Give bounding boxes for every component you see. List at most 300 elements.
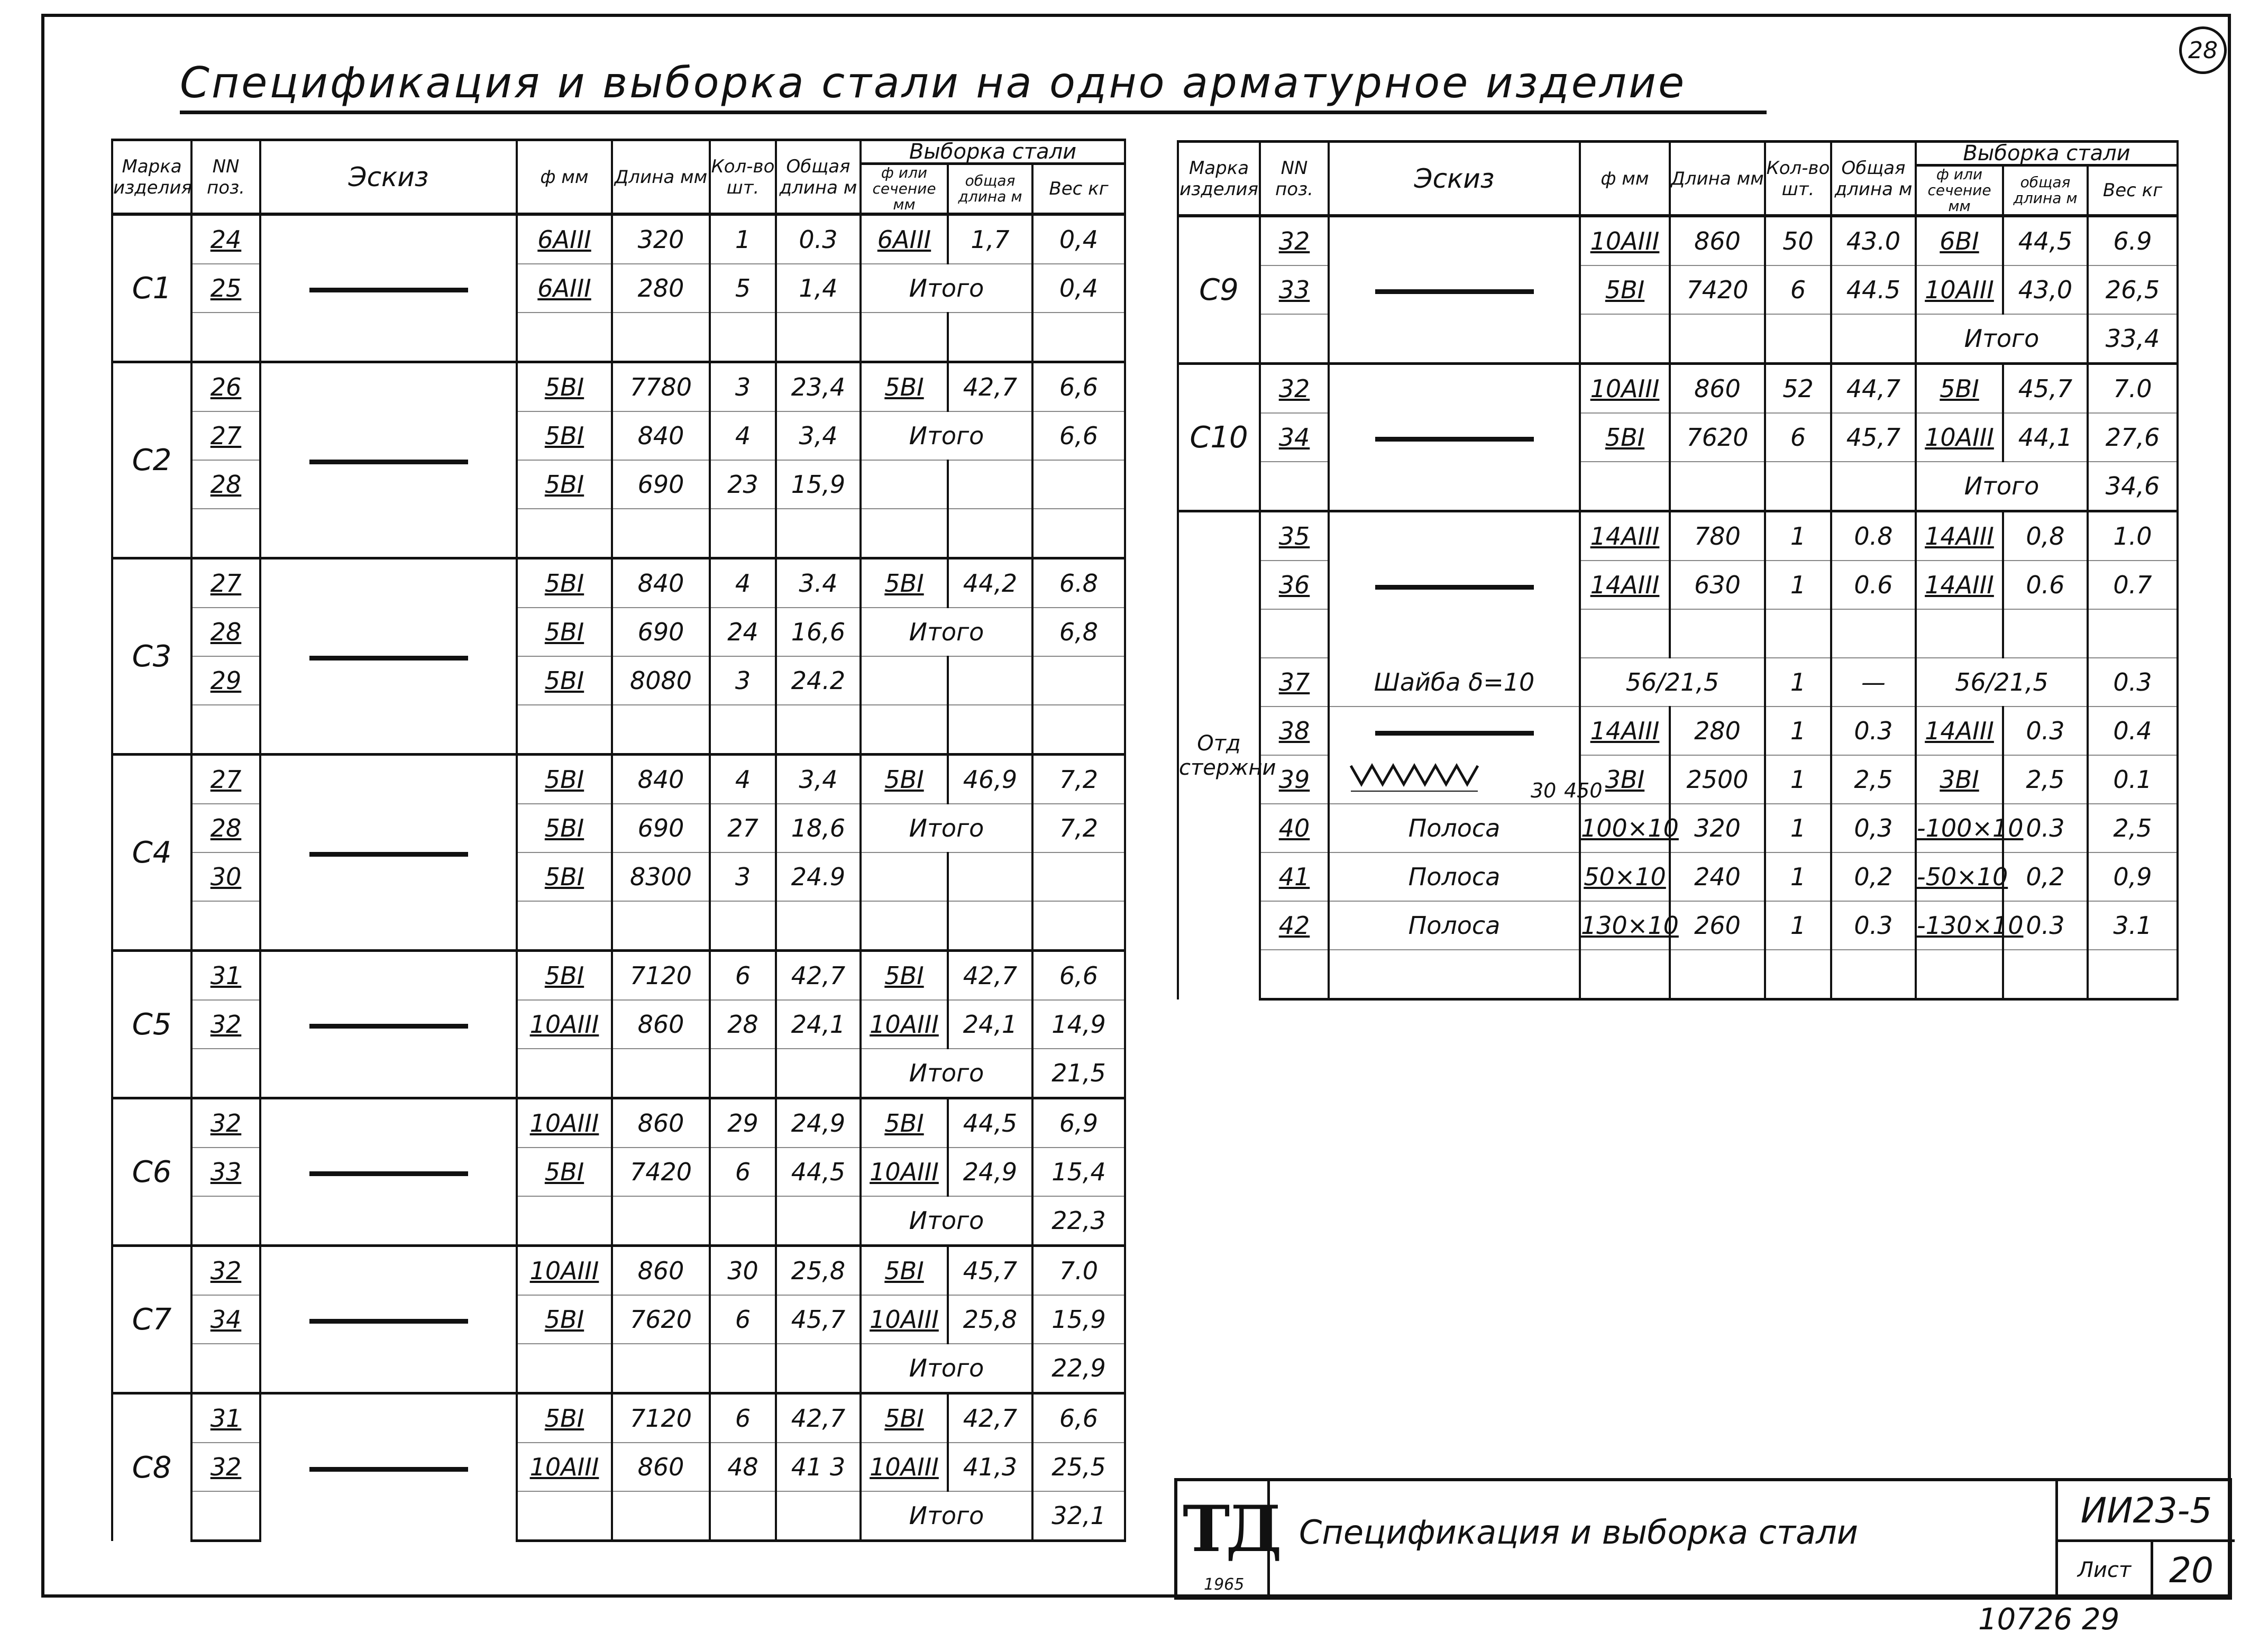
bar-diameter — [517, 901, 612, 951]
spring-length-label: 450 — [1563, 779, 1603, 802]
header-length: Длина мм — [612, 140, 710, 215]
table-row — [1178, 265, 2178, 314]
total-length: 0.8 — [1831, 511, 1916, 561]
selection-weight: 7,2 — [1032, 804, 1125, 852]
bar-quantity: 1 — [1765, 852, 1831, 901]
table-row — [112, 214, 1125, 264]
stamp-drawing-code: ИИ23-5 — [2055, 1481, 2235, 1542]
selection-weight — [1032, 656, 1125, 705]
selection-length: 24,9 — [948, 1148, 1032, 1196]
table-row — [112, 558, 1125, 608]
position-number — [1260, 609, 1329, 658]
total-length: 42,7 — [776, 1393, 861, 1443]
bar-length: 630 — [1670, 561, 1765, 609]
itogo-label: Итого — [861, 1491, 1032, 1541]
total-length — [1831, 314, 1916, 364]
bar-diameter: 10АIII — [517, 1246, 612, 1296]
header-mark: Марка изделия — [1178, 142, 1260, 216]
table-row — [1178, 707, 2178, 755]
total-length — [1831, 609, 1916, 658]
bar-diameter: 10АIII — [1580, 364, 1670, 414]
bar-diameter: 5ВI — [517, 1148, 612, 1196]
position-number: 39 — [1260, 755, 1329, 804]
table-row — [112, 362, 1125, 412]
itogo-label: Итого — [861, 804, 1032, 852]
selection-weight: 6.9 — [2088, 216, 2178, 265]
selection-weight — [2088, 609, 2178, 658]
selection-weight: 0,4 — [1032, 264, 1125, 313]
position-number: 32 — [191, 1246, 260, 1296]
rebar-sketch-cell — [260, 951, 517, 1098]
rebar-sketch-line — [1375, 731, 1534, 736]
total-length: 3.4 — [776, 558, 861, 608]
total-length: 16,6 — [776, 608, 861, 656]
selection-length: 25,8 — [948, 1295, 1032, 1344]
selection-diameter — [861, 460, 948, 509]
bar-length: 320 — [612, 214, 710, 264]
selection-diameter: 5ВI — [861, 755, 948, 804]
bar-length: 7120 — [612, 951, 710, 1001]
washer-dimensions: 56/21,5 — [1580, 658, 1765, 707]
spring-sketch-cell — [1329, 755, 1603, 804]
bar-quantity: 1 — [1765, 707, 1831, 755]
position-number: 35 — [1260, 511, 1329, 561]
selection-diameter: 5ВI — [861, 951, 948, 1001]
selection-weight: 0.3 — [2088, 658, 2178, 707]
bar-diameter: 10АIII — [517, 1443, 612, 1491]
position-number — [191, 705, 260, 755]
bar-diameter: 5ВI — [517, 558, 612, 608]
bar-quantity: 1 — [710, 214, 776, 264]
position-number: 40 — [1260, 804, 1329, 852]
position-number: 29 — [191, 656, 260, 705]
rebar-sketch-line — [309, 1024, 468, 1029]
product-mark: Отд стержни — [1178, 511, 1260, 999]
total-length — [776, 901, 861, 951]
table-row — [112, 755, 1125, 804]
bar-diameter: 6АIII — [517, 214, 612, 264]
table-row — [1178, 658, 2178, 707]
product-mark: С7 — [112, 1246, 191, 1393]
product-mark: С4 — [112, 755, 191, 951]
position-number: 34 — [191, 1295, 260, 1344]
selection-weight: 26,5 — [2088, 265, 2178, 314]
total-length: 0,2 — [1831, 852, 1916, 901]
position-number — [191, 1196, 260, 1246]
bar-diameter: 130×10 — [1580, 901, 1670, 950]
table-row — [112, 1246, 1125, 1296]
position-number — [1260, 462, 1329, 511]
selection-length — [948, 460, 1032, 509]
bar-length: 260 — [1670, 901, 1765, 950]
position-number: 32 — [1260, 216, 1329, 265]
total-length: 0,3 — [1831, 804, 1916, 852]
bar-diameter — [517, 313, 612, 362]
bar-diameter — [1580, 462, 1670, 511]
bar-length: 280 — [1670, 707, 1765, 755]
header-sketch: Эскиз — [1329, 142, 1580, 216]
header-total-length: Общая длина м — [776, 140, 861, 215]
product-mark: С10 — [1178, 364, 1260, 511]
bar-diameter: 5ВI — [517, 608, 612, 656]
bar-quantity: 4 — [710, 411, 776, 460]
organization-logo — [1177, 1481, 1278, 1600]
header-pos: NN поз. — [191, 140, 260, 215]
product-mark: С5 — [112, 951, 191, 1098]
bar-length — [1670, 462, 1765, 511]
bar-diameter — [517, 1196, 612, 1246]
bar-diameter: 5ВI — [517, 411, 612, 460]
position-number: 32 — [191, 1098, 260, 1148]
bar-length: 860 — [612, 1443, 710, 1491]
position-number: 28 — [191, 804, 260, 852]
header-qty: Кол-во шт. — [1765, 142, 1831, 216]
rebar-sketch-line — [309, 656, 468, 661]
bar-diameter: 5ВI — [517, 460, 612, 509]
selection-diameter: 5ВI — [861, 1393, 948, 1443]
rebar-sketch-line — [1375, 437, 1534, 442]
bar-diameter: 3ВI — [1580, 755, 1670, 804]
title-block-stamp — [1174, 1478, 2232, 1600]
position-number: 26 — [191, 362, 260, 412]
bar-quantity: 48 — [710, 1443, 776, 1491]
selection-diameter: 5ВI — [1916, 364, 2003, 414]
position-number — [191, 509, 260, 558]
bar-length: 8300 — [612, 852, 710, 901]
bar-diameter: 14АIII — [1580, 707, 1670, 755]
selection-weight: 25,5 — [1032, 1443, 1125, 1491]
total-length: 25,8 — [776, 1246, 861, 1296]
selection-weight: 6,8 — [1032, 608, 1125, 656]
header-mark: Марка изделия — [112, 140, 191, 215]
bar-length — [612, 1344, 710, 1393]
position-number: 30 — [191, 852, 260, 901]
rebar-sketch-cell — [260, 755, 517, 951]
position-number: 31 — [191, 951, 260, 1001]
bar-length: 780 — [1670, 511, 1765, 561]
table-row — [112, 951, 1125, 1001]
bar-length: 860 — [1670, 364, 1765, 414]
bar-quantity: 4 — [710, 558, 776, 608]
total-length: 0.3 — [776, 214, 861, 264]
position-number — [1260, 950, 1329, 999]
header-qty: Кол-во шт. — [710, 140, 776, 215]
selection-diameter: -100×10 — [1916, 804, 2003, 852]
selection-weight: 22,9 — [1032, 1344, 1125, 1393]
selection-weight: 27,6 — [2088, 413, 2178, 462]
bar-length: 2500 — [1670, 755, 1765, 804]
table-row — [1178, 511, 2178, 561]
bar-diameter — [517, 1344, 612, 1393]
selection-weight — [2088, 950, 2178, 999]
table-row — [1178, 216, 2178, 265]
selection-weight — [1032, 460, 1125, 509]
sketch-empty — [1329, 950, 1580, 999]
selection-length — [948, 509, 1032, 558]
bar-diameter: 5ВI — [1580, 265, 1670, 314]
total-length: 1,4 — [776, 264, 861, 313]
table-row — [1178, 755, 2178, 804]
selection-length: 24,1 — [948, 1000, 1032, 1049]
selection-length — [2003, 950, 2088, 999]
selection-length — [948, 656, 1032, 705]
total-length — [1831, 462, 1916, 511]
selection-weight: 7,2 — [1032, 755, 1125, 804]
bar-length: 240 — [1670, 852, 1765, 901]
rebar-sketch-line — [309, 852, 468, 857]
total-length: 44.5 — [1831, 265, 1916, 314]
bar-diameter: 50×10 — [1580, 852, 1670, 901]
bar-length — [1670, 314, 1765, 364]
selection-diameter: 5ВI — [861, 558, 948, 608]
selection-length: 0.3 — [2003, 707, 2088, 755]
itogo-label: Итого — [861, 411, 1032, 460]
selection-length: 1,7 — [948, 214, 1032, 264]
bar-quantity: 4 — [710, 755, 776, 804]
bar-quantity: 1 — [1765, 804, 1831, 852]
bar-diameter: 5ВI — [517, 951, 612, 1001]
total-length: 24.2 — [776, 656, 861, 705]
selection-weight: 0,4 — [1032, 214, 1125, 264]
bar-length: 840 — [612, 558, 710, 608]
selection-length: 46,9 — [948, 755, 1032, 804]
selection-weight — [1032, 313, 1125, 362]
selection-section: 56/21,5 — [1916, 658, 2088, 707]
table-row — [1178, 804, 2178, 852]
rebar-sketch-cell — [260, 558, 517, 755]
spring-height-label: 30 — [1531, 779, 1557, 802]
sketch-label: Полоса — [1329, 901, 1580, 950]
selection-length: 41,3 — [948, 1443, 1032, 1491]
bar-quantity — [1765, 462, 1831, 511]
total-length — [776, 1196, 861, 1246]
selection-weight: 2,5 — [2088, 804, 2178, 852]
bar-length: 840 — [612, 755, 710, 804]
header-pos: NN поз. — [1260, 142, 1329, 216]
position-number: 28 — [191, 608, 260, 656]
header-sel-length: общая длина м — [2003, 166, 2088, 216]
bar-length: 860 — [612, 1098, 710, 1148]
bar-quantity — [1765, 314, 1831, 364]
rebar-sketch-cell — [260, 362, 517, 558]
bar-quantity: 52 — [1765, 364, 1831, 414]
position-number: 32 — [191, 1443, 260, 1491]
bar-diameter: 10АIII — [1580, 216, 1670, 265]
bar-diameter: 5ВI — [517, 852, 612, 901]
position-number: 24 — [191, 214, 260, 264]
table-row — [1178, 413, 2178, 462]
position-number — [191, 1491, 260, 1541]
bar-quantity — [710, 1491, 776, 1541]
total-length — [776, 1491, 861, 1541]
selection-weight — [1032, 852, 1125, 901]
bar-quantity: 6 — [1765, 265, 1831, 314]
selection-weight: 32,1 — [1032, 1491, 1125, 1541]
selection-length: 42,7 — [948, 1393, 1032, 1443]
selection-weight: 6,9 — [1032, 1098, 1125, 1148]
rebar-sketch-line — [309, 288, 468, 292]
selection-weight: 15,9 — [1032, 1295, 1125, 1344]
archive-number: 10726 29 — [1978, 1602, 2120, 1637]
bar-diameter — [517, 1491, 612, 1541]
bar-quantity — [710, 1049, 776, 1098]
position-number: 27 — [191, 558, 260, 608]
table-row — [1178, 364, 2178, 414]
selection-weight: 7.0 — [2088, 364, 2178, 414]
bar-quantity: 5 — [710, 264, 776, 313]
bar-length: 860 — [612, 1246, 710, 1296]
position-number: 28 — [191, 460, 260, 509]
bar-quantity — [710, 313, 776, 362]
position-number — [191, 313, 260, 362]
product-mark: С6 — [112, 1098, 191, 1246]
position-number: 31 — [191, 1393, 260, 1443]
bar-quantity — [710, 1196, 776, 1246]
selection-length: 0,8 — [2003, 511, 2088, 561]
bar-quantity — [1765, 609, 1831, 658]
selection-diameter: -50×10 — [1916, 852, 2003, 901]
stamp-drawing-name: Спецификация и выборка стали — [1299, 1513, 1858, 1552]
rebar-sketch-line — [1375, 289, 1534, 294]
sketch-label: Шайба δ=10 — [1329, 658, 1580, 707]
selection-weight: 0.4 — [2088, 707, 2178, 755]
selection-length: 44,1 — [2003, 413, 2088, 462]
position-number: 42 — [1260, 901, 1329, 950]
total-length: 0.3 — [1831, 707, 1916, 755]
selection-weight: 34,6 — [2088, 462, 2178, 511]
position-number: 34 — [1260, 413, 1329, 462]
total-length: 3,4 — [776, 755, 861, 804]
bar-length — [1670, 609, 1765, 658]
selection-length — [948, 313, 1032, 362]
bar-diameter: 100×10 — [1580, 804, 1670, 852]
total-length: 43.0 — [1831, 216, 1916, 265]
page-title: Спецификация и выборка стали на одно арматурное изделие — [180, 58, 1767, 114]
total-length: 41 3 — [776, 1443, 861, 1491]
selection-diameter — [861, 656, 948, 705]
selection-diameter: 10АIII — [861, 1295, 948, 1344]
selection-diameter: 10АIII — [861, 1000, 948, 1049]
stamp-sheet-label: Лист — [2055, 1540, 2153, 1600]
bar-length — [612, 313, 710, 362]
bar-quantity: 29 — [710, 1098, 776, 1148]
position-number: 27 — [191, 411, 260, 460]
selection-diameter: 14АIII — [1916, 561, 2003, 609]
total-length: 24.9 — [776, 852, 861, 901]
selection-length: 0.6 — [2003, 561, 2088, 609]
bar-quantity: 1 — [1765, 755, 1831, 804]
bar-length — [1670, 950, 1765, 999]
rebar-sketch-line — [309, 1171, 468, 1176]
header-sel-phi: ф или сечение мм — [861, 164, 948, 215]
selection-length: 44,2 — [948, 558, 1032, 608]
selection-length — [948, 705, 1032, 755]
rebar-sketch-cell — [1329, 511, 1580, 658]
header-sel-phi: ф или сечение мм — [1916, 166, 2003, 216]
selection-diameter — [1916, 950, 2003, 999]
bar-quantity: 6 — [710, 951, 776, 1001]
bar-diameter: 6АIII — [517, 264, 612, 313]
position-number: 32 — [1260, 364, 1329, 414]
position-number — [191, 901, 260, 951]
header-phi: ф мм — [517, 140, 612, 215]
spring-sketch — [1330, 755, 1603, 803]
selection-diameter — [1916, 609, 2003, 658]
total-length — [776, 1049, 861, 1098]
total-length: 15,9 — [776, 460, 861, 509]
selection-diameter: 14АIII — [1916, 511, 2003, 561]
product-mark: С8 — [112, 1393, 191, 1541]
total-length: — — [1831, 658, 1916, 707]
total-length: 24,1 — [776, 1000, 861, 1049]
selection-diameter: 6АIII — [861, 214, 948, 264]
product-mark: С9 — [1178, 216, 1260, 364]
selection-length: 0,2 — [2003, 852, 2088, 901]
total-length — [776, 509, 861, 558]
position-number — [191, 1344, 260, 1393]
total-length: 0.3 — [1831, 901, 1916, 950]
table-row — [1178, 561, 2178, 609]
header-sel-weight: Вес кг — [2088, 166, 2178, 216]
bar-quantity: 3 — [710, 362, 776, 412]
header-length: Длина мм — [1670, 142, 1765, 216]
selection-weight: 6,6 — [1032, 411, 1125, 460]
selection-diameter: 10АIII — [861, 1443, 948, 1491]
header-sketch: Эскиз — [260, 140, 517, 215]
header-phi: ф мм — [1580, 142, 1670, 216]
selection-weight: 15,4 — [1032, 1148, 1125, 1196]
total-length: 45,7 — [1831, 413, 1916, 462]
table-row — [1178, 901, 2178, 950]
rebar-sketch-cell — [260, 214, 517, 362]
rebar-sketch-line — [309, 1467, 468, 1472]
total-length — [776, 705, 861, 755]
bar-quantity — [710, 705, 776, 755]
bar-length: 7620 — [612, 1295, 710, 1344]
table-row — [112, 1393, 1125, 1443]
bar-quantity: 1 — [1765, 658, 1831, 707]
selection-weight — [1032, 901, 1125, 951]
selection-weight: 6,6 — [1032, 1393, 1125, 1443]
selection-weight: 33,4 — [2088, 314, 2178, 364]
selection-diameter: 5ВI — [861, 1246, 948, 1296]
bar-length: 690 — [612, 460, 710, 509]
bar-quantity: 30 — [710, 1246, 776, 1296]
bar-diameter: 5ВI — [517, 362, 612, 412]
bar-quantity: 6 — [710, 1295, 776, 1344]
total-length: 0.6 — [1831, 561, 1916, 609]
position-number: 41 — [1260, 852, 1329, 901]
bar-quantity: 28 — [710, 1000, 776, 1049]
selection-length: 42,7 — [948, 362, 1032, 412]
product-mark: С3 — [112, 558, 191, 755]
position-number — [191, 1049, 260, 1098]
selection-diameter — [861, 313, 948, 362]
bar-length: 7420 — [1670, 265, 1765, 314]
position-number — [1260, 314, 1329, 364]
bar-diameter: 5ВI — [517, 656, 612, 705]
rebar-sketch-line — [1375, 585, 1534, 590]
selection-weight: 21,5 — [1032, 1049, 1125, 1098]
selection-diameter — [861, 705, 948, 755]
total-length: 2,5 — [1831, 755, 1916, 804]
selection-diameter: 10АIII — [1916, 413, 2003, 462]
rebar-sketch-line — [309, 1319, 468, 1324]
total-length: 42,7 — [776, 951, 861, 1001]
selection-length: 0.3 — [2003, 901, 2088, 950]
table-row — [1178, 950, 2178, 999]
position-number: 33 — [1260, 265, 1329, 314]
